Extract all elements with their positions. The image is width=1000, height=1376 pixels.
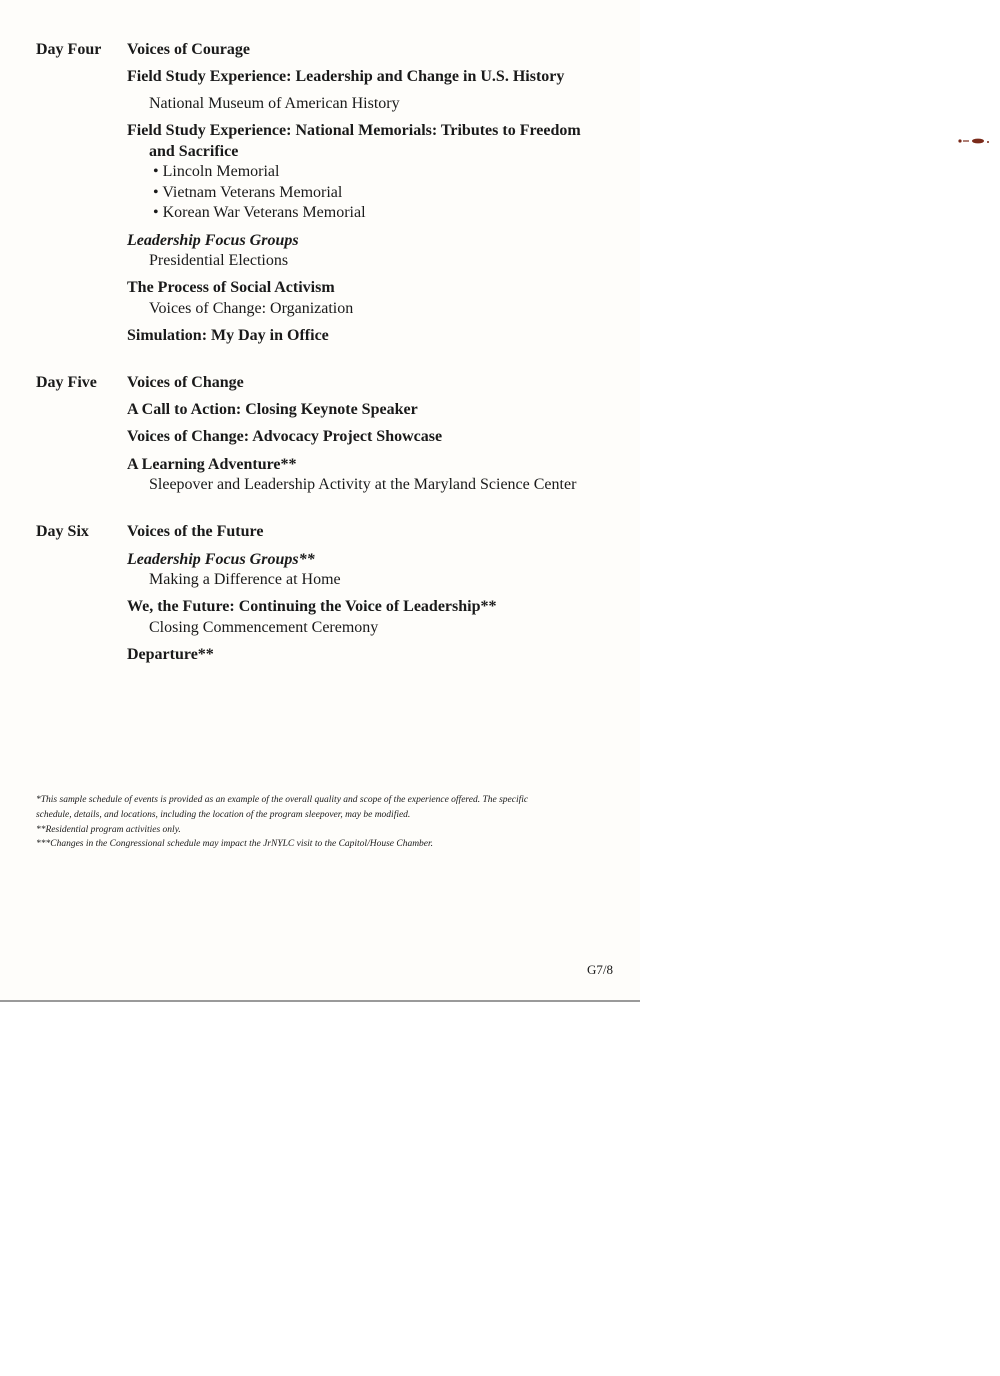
showcase-title: Voices of Change: Advocacy Project Showcase <box>127 428 443 445</box>
learning-adventure-title: A Learning Adventure** <box>127 456 297 473</box>
footnote-line: **Residential program activities only. <box>36 825 181 835</box>
footnote-line: ***Changes in the Congressional schedule may impact the JrNYLC visit to the Capitol/House Chamber. <box>36 839 434 849</box>
page-code: G7/8 <box>587 962 613 977</box>
keynote-title: A Call to Action: Closing Keynote Speaker <box>127 401 418 418</box>
departure-title: Departure** <box>127 646 214 663</box>
social-activism-sub: Voices of Change: Organization <box>149 300 354 317</box>
social-activism-title: The Process of Social Activism <box>127 279 335 296</box>
memorial-item: • Lincoln Memorial <box>153 163 280 180</box>
future-title: We, the Future: Continuing the Voice of Leadership** <box>127 598 497 615</box>
footnote-line: schedule, details, and locations, including the location of the program sleepover, may be modified. <box>36 810 411 820</box>
field-study-history-title: Field Study Experience: Leadership and Change in U.S. History <box>127 68 565 85</box>
day-five-label: Day Five <box>36 374 97 391</box>
field-study-memorials-title-cont: and Sacrifice <box>149 143 239 160</box>
future-sub: Closing Commencement Ceremony <box>149 619 379 636</box>
memorial-item: • Korean War Veterans Memorial <box>153 204 366 221</box>
focus-groups-title-six: Leadership Focus Groups** <box>127 551 315 568</box>
focus-groups-title: Leadership Focus Groups <box>127 232 299 249</box>
day-four-label: Day Four <box>36 41 102 58</box>
day-six-theme: Voices of the Future <box>127 523 264 540</box>
field-study-history-place: National Museum of American History <box>149 95 400 112</box>
memorial-item: • Vietnam Veterans Memorial <box>153 184 343 201</box>
ink-smudge-mark <box>958 138 994 144</box>
focus-groups-sub-six: Making a Difference at Home <box>149 571 341 588</box>
field-study-memorials-title: Field Study Experience: National Memorials: Tributes to Freedom <box>127 122 581 139</box>
day-five-theme: Voices of Change <box>127 374 244 391</box>
day-four-theme: Voices of Courage <box>127 41 250 58</box>
day-six-label: Day Six <box>36 523 89 540</box>
footnote-line: *This sample schedule of events is provided as an example of the overall quality and scope of the experience offered. The specific <box>36 795 529 805</box>
learning-adventure-sub: Sleepover and Leadership Activity at the Maryland Science Center <box>149 476 577 493</box>
simulation-title: Simulation: My Day in Office <box>127 327 329 344</box>
document-page <box>0 0 640 1002</box>
focus-groups-sub: Presidential Elections <box>149 252 289 269</box>
